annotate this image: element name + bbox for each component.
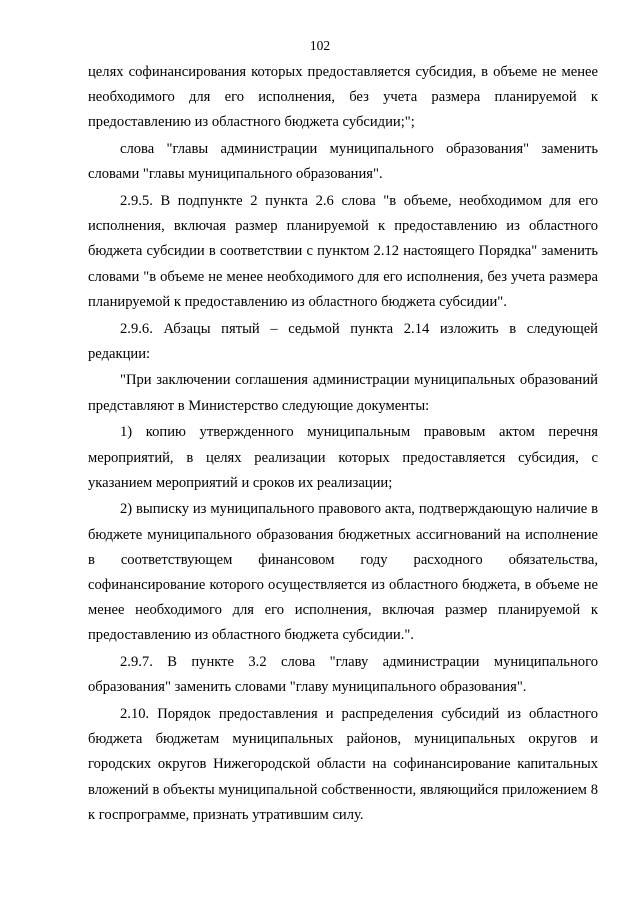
paragraph-agreement-documents: "При заключении соглашения администрации муниципальных образований представляют в Министерство следующие документы: <box>88 372 598 414</box>
paragraph-item-1: 1) копию утвержденного муниципальным правовым актом перечня мероприятий, в целях реализации которых предоставляется субсидия, с указанием мероприятий и сроков их реализации; <box>88 424 598 491</box>
paragraph-2-9-6: 2.9.6. Абзацы пятый – седьмой пункта 2.14 изложить в следующей редакции: <box>88 320 598 362</box>
page-number: 102 <box>309 38 331 53</box>
paragraph-item-2: 2) выписку из муниципального правового акта, подтверждающую наличие в бюджете муниципального образования бюджетных ассигнований на исполнение в соответствующем финансовом году расходного обязательства, софинансирование которого осуществляется из областного бюджета, в объеме не менее необходимого для его исполнения, включая размер планируемой к предоставлению из областного бюджета субсидии.". <box>88 501 598 644</box>
paragraph-continuation: целях софинансирования которых предоставляется субсидия, в объеме не менее необходимого для его исполнения, без учета размера планируемой к предоставлению из областного бюджета субсидии;"; <box>88 64 598 131</box>
paragraph-replace-words-1: слова "главы администрации муниципального образования" заменить словами "главы муниципального образования". <box>88 141 598 183</box>
document-body <box>88 60 598 830</box>
paragraph-2-10: 2.10. Порядок предоставления и распределения субсидий из областного бюджета бюджетам муниципальных районов, муниципальных округов и городских округов Нижегородской области на софинансирование капитальных вложений в объекты муниципальной собственности, являющийся приложением 8 к госпрограмме, признать утратившим силу. <box>88 706 598 823</box>
paragraph-2-9-7: 2.9.7. В пункте 3.2 слова "главу администрации муниципального образования" заменить словами "главу муниципального образования". <box>88 654 598 696</box>
paragraph-2-9-5: 2.9.5. В подпункте 2 пункта 2.6 слова "в объеме, необходимом для его исполнения, включая размер планируемой к предоставлению из областного бюджета субсидии в соответствии с пунктом 2.12 настоящего Порядка" заменить словами "в объеме не менее необходимого для его исполнения, без учета размера планируемой к предоставлению из областного бюджета субсидии". <box>88 193 598 310</box>
